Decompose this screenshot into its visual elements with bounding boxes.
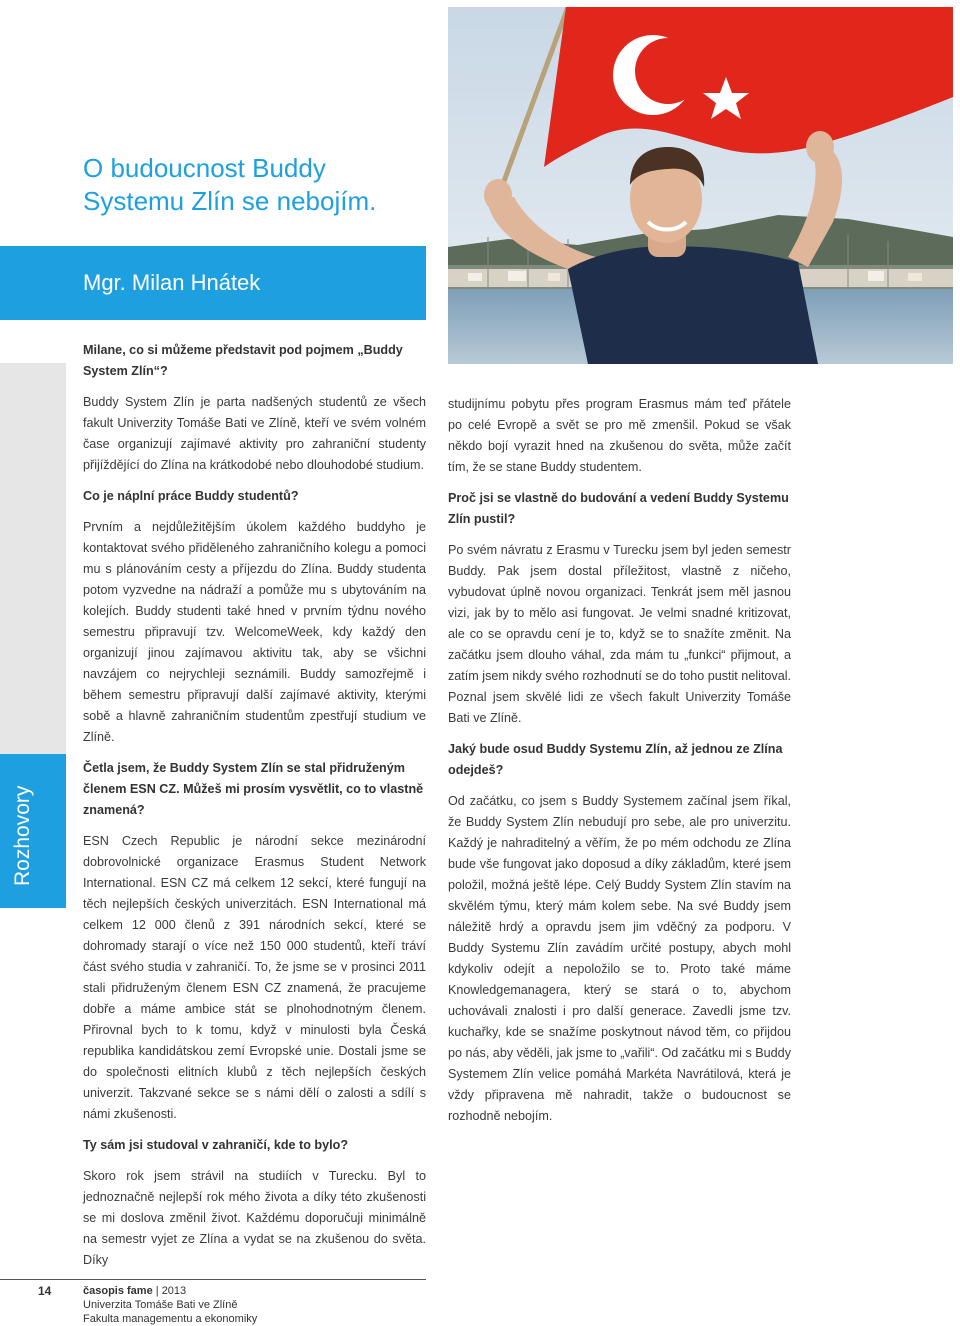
answer-paragraph: Prvním a nejdůležitějším úkolem každého buddyho je kontaktovat svého přiděleného zahraničního kolegu a pomoci mu s plánováním cesty a příjezdu do Zlína. Buddy studenta potom vyzvedne na nádraží a pomůže mu s ubytováním na kolejích. Buddy studenti také hned v prvním týdnu nového semestru připravují tzv. WelcomeWeek, kdy každý den organizují jinou zajímavou aktivitu tak, aby se všichni navzájem co nejrychleji seznámili. Buddy samozřejmě i během semestru připravují další zajímavé aktivity, kterými sobě a hlavně zahraničním studentům zpestřují studium ve Zlíně. (83, 520, 426, 744)
footer-divider (0, 1279, 426, 1280)
magazine-name: časopis fame (83, 1285, 153, 1297)
question: Co je náplní práce Buddy studentů? (83, 489, 299, 503)
answer-paragraph: Buddy System Zlín je parta nadšených studentů ze všech fakult Univerzity Tomáše Bati ve Zlíně, kteří ve svém volném čase organizují zajímavé aktivity pro zahraniční studenty přijíždějící do Zlína na krátkodobé nebo dlouhodobé studium. (83, 395, 426, 472)
right-column (448, 394, 791, 1137)
question: Jaký bude osud Buddy Systemu Zlín, až jednou ze Zlína odejdeš? (448, 742, 783, 777)
author-name: Mgr. Milan Hnátek (83, 270, 261, 295)
question: Četla jsem, že Buddy System Zlín se stal přidruženým členem ESN CZ. Můžeš mi prosím vysvětlit, co to vlastně znamená? (83, 761, 424, 817)
question: Ty sám jsi studoval v zahraničí, kde to bylo? (83, 1138, 349, 1152)
answer-paragraph: Po svém návratu z Erasmu v Turecku jsem byl jeden semestr Buddy. Pak jsem dostal příležitost, vlastně z ničeho, vybudovat úplně novou organizaci. Tenkrát jsem měl jasnou vizi, jak by to mělo asi fungovat. Je velmi snadné kritizovat, ale co se opravdu cení je to, když se to snažíte změnit. Na začátku jsem dlouho váhal, zda mám tu „funkci“ přijmout, a zatím jsem nikdy svého rozhodnutí se do toho pustit nelitoval. Poznal jsem skvělé lidi ze všech fakult Univerzity Tomáše Bati ve Zlíně. (448, 543, 792, 725)
footer-text (83, 1284, 257, 1326)
photo-man-with-turkish-flag-icon (448, 7, 953, 364)
footer-separator: | (155, 1285, 159, 1297)
answer-paragraph: Od začátku, co jsem s Buddy Systemem začínal jsem říkal, že Buddy System Zlín nebudují pro sebe, ale pro univerzitu. Každý je nahraditelný a věřím, že po mém odchodu ze Zlína bude vše fungovat jako doposud a díky základům, které jsem položil, možná ještě lépe. Celý Buddy System Zlín stavím na skvělém týmu, který mám kolem sebe. Na své Buddy jsem náležitě hrdý a opravdu jsem jim vděčný za podporu. V Buddy Systemu Zlín zavádím určité postupy, abych mohl kdykoliv odejít a nepoložilo se to. Proto také máme Knowledgemanagera, který se stará o to, abychom uchovávali znalosti i pro další generace. Zavedli jsme tzv. kuchařky, kde se snažíme poskytnout návod těm, co přijdou po nás, aby věděli, jak jsme to „vařili“. Od začátku mi s Buddy Systemem Zlín velice pomáhá Markéta Navrátilová, která je vždy připravena mě nahradit, takže o budoucnost se rozhodně nebojím. (448, 794, 791, 1123)
left-column (83, 340, 426, 1281)
question: Proč jsi se vlastně do budování a vedení Buddy Systemu Zlín pustil? (448, 491, 789, 526)
question: Milane, co si můžeme představit pod pojmem „Buddy System Zlín“? (83, 343, 403, 378)
faculty-name: Fakulta managementu a ekonomiky (83, 1313, 258, 1325)
article-title: O budoucnost Buddy Systemu Zlín se nebojím. (83, 153, 377, 216)
magazine-year: 2013 (161, 1285, 187, 1297)
university-name: Univerzita Tomáše Bati ve Zlíně (83, 1299, 238, 1311)
section-label: Rozhovory (11, 785, 34, 886)
answer-paragraph: Skoro rok jsem strávil na studiích v Turecku. Byl to jednoznačně nejlepší rok mého života a díky této zkušenosti se mi doslova změnil život. Každému doporučuji minimálně na semestr vyjet ze Zlína a vydat se na zkušenou do světa. Díky (83, 1169, 426, 1267)
answer-paragraph: studijnímu pobytu přes program Erasmus mám teď přátele po celé Evropě a svět se pro mě zmenšil. Pokud se však někdo bojí vyrazit hned na zkušenou do světa, může začít tím, že se stane Buddy studentem. (448, 397, 791, 474)
footer-magazine-line (83, 1284, 257, 1298)
answer-paragraph: ESN Czech Republic je národní sekce mezinárodní dobrovolnické organizace Erasmus Student Network International. ESN CZ má celkem 12 sekcí, které fungují na těch nejlepších českých univerzitách. ESN International má celkem 12 000 členů z 391 národních sekcí, které se dohromady starají o více než 150 000 studentů, kteří tráví část svého studia v zahraničí. To, že jsme se v prosinci 2011 stali přidruženým členem ESN CZ znamená, že pracujeme dobře a máme ambice stát se plnohodnotným členem. Přirovnal bych to k tomu, když v minulosti byla Česká republika kandidátskou zemí Evropské unie. Dostali jsme se do společnosti elitních klubů z těch nejlepších českých univerzit. Takzvané sekce se s námi dělí o zalosti a sdílí s námi zkušenosti. (83, 834, 426, 1121)
article-photo (448, 7, 953, 364)
page-number: 14 (38, 1284, 52, 1298)
